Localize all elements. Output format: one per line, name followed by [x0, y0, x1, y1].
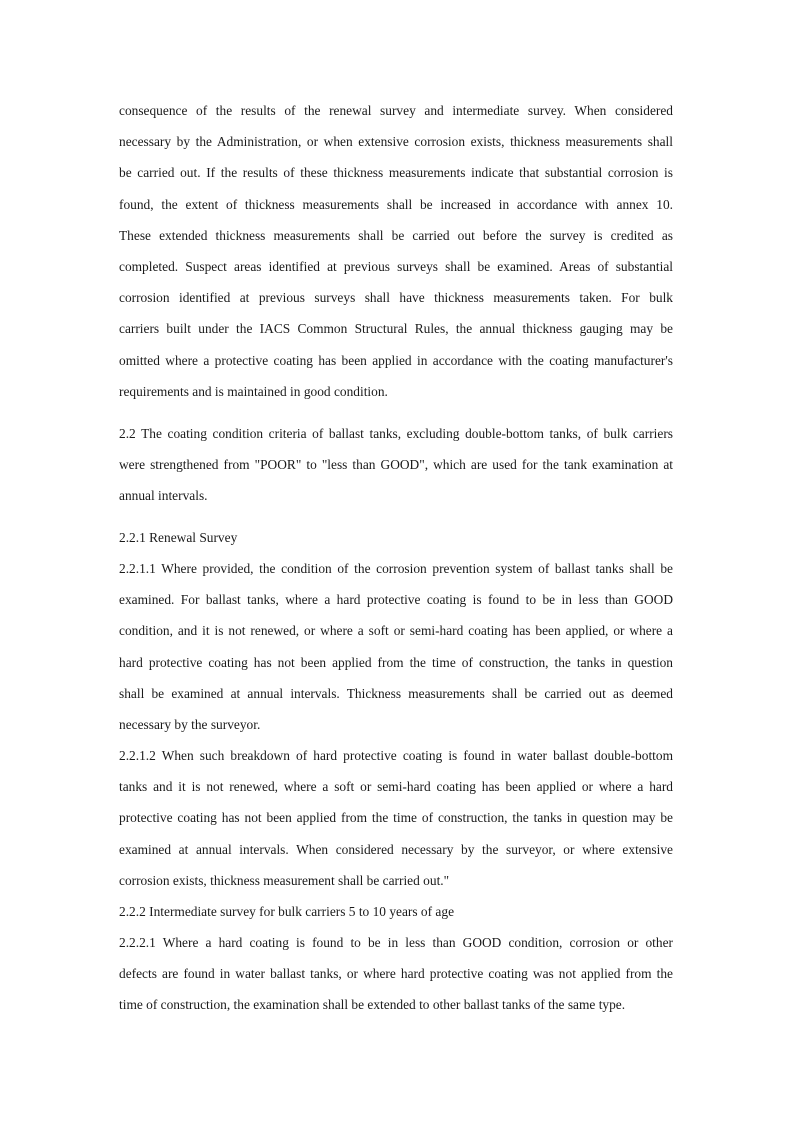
text-line: necessary by the Administration, or when extensive corrosion exists, thickness measurements shall [119, 134, 673, 150]
text-line: protective coating has not been applied from the time of construction, the tanks in question may be [119, 810, 673, 826]
text-line: examined. For ballast tanks, where a hard protective coating is found to be in less than GOOD [119, 592, 673, 608]
text-line: 2.2.1.2 When such breakdown of hard protective coating is found in water ballast double-bottom [119, 748, 673, 763]
text-line: consequence of the results of the renewal survey and intermediate survey. When considered [119, 103, 673, 118]
paragraph-2-2-2-1 [119, 927, 673, 1021]
paragraph-2-2-1-2 [119, 740, 673, 896]
paragraph-2-2-1-1 [119, 553, 673, 740]
text-line: omitted where a protective coating has been applied in accordance with the coating manufacturer's [119, 352, 673, 368]
text-line: carriers built under the IACS Common Structural Rules, the annual thickness gauging may be [119, 321, 673, 337]
text-line: found, the extent of thickness measurements shall be increased in accordance with annex 10. [119, 196, 673, 212]
text-line: corrosion identified at previous surveys shall have thickness measurements taken. For bulk [119, 290, 673, 306]
text-line: requirements and is maintained in good condition. [119, 383, 388, 399]
text-line: tanks and it is not renewed, where a soft or semi-hard coating has been applied or where a hard [119, 779, 673, 795]
heading-2-2-1 [119, 522, 673, 553]
text-line: were strengthened from "POOR" to "less than GOOD", which are used for the tank examination at [119, 457, 673, 473]
text-line: hard protective coating has not been applied from the time of construction, the tanks in question [119, 654, 673, 670]
text-line: condition, and it is not renewed, or where a soft or semi-hard coating has been applied, or where a [119, 623, 673, 639]
text-line: time of construction, the examination shall be extended to other ballast tanks of the same type. [119, 997, 626, 1013]
heading-2-2-2 [119, 896, 673, 927]
text-line: 2.2 The coating condition criteria of ballast tanks, excluding double-bottom tanks, of bulk carriers [119, 426, 673, 441]
section-heading: 2.2.2 Intermediate survey for bulk carriers 5 to 10 years of age [119, 904, 455, 919]
text-line: necessary by the surveyor. [119, 717, 261, 733]
text-line: annual intervals. [119, 488, 208, 504]
text-line: shall be examined at annual intervals. Thickness measurements shall be carried out as deemed [119, 685, 673, 701]
text-line: be carried out. If the results of these thickness measurements indicate that substantial corrosion is [119, 165, 673, 181]
text-line: corrosion exists, thickness measurement shall be carried out." [119, 872, 450, 888]
text-line: defects are found in water ballast tanks, or where hard protective coating was not applied from the [119, 966, 673, 982]
paragraph-intro [119, 95, 673, 407]
text-line: examined at annual intervals. When considered necessary by the surveyor, or where extensive [119, 841, 673, 857]
text-line: These extended thickness measurements shall be carried out before the survey is credited as [119, 227, 673, 243]
text-line: completed. Suspect areas identified at previous surveys shall be examined. Areas of substantial [119, 259, 673, 275]
text-line: 2.2.1.1 Where provided, the condition of the corrosion prevention system of ballast tanks shall be [119, 561, 673, 576]
paragraph-2-2 [119, 418, 673, 512]
section-heading: 2.2.1 Renewal Survey [119, 530, 238, 545]
text-line: 2.2.2.1 Where a hard coating is found to be in less than GOOD condition, corrosion or other [119, 935, 673, 950]
